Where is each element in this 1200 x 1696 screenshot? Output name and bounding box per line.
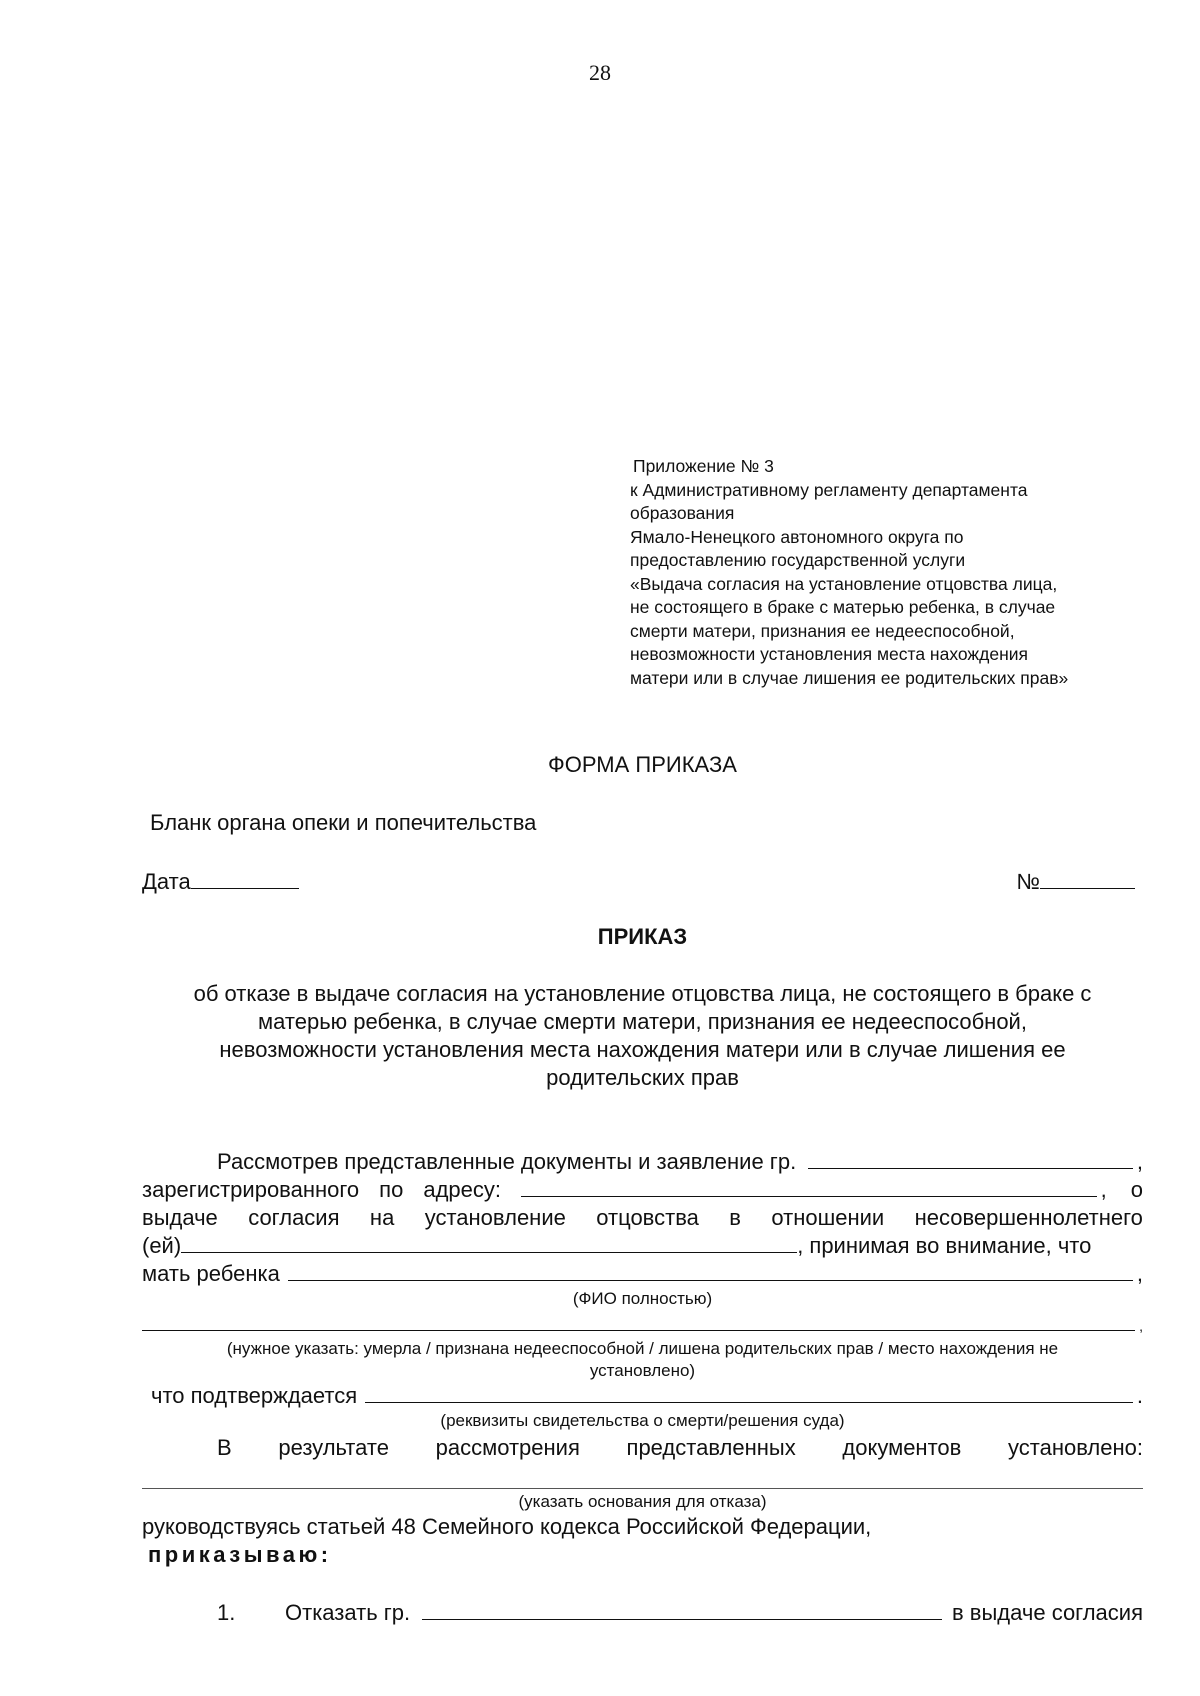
applicant-text: Рассмотрев представленные документы и заявление гр.	[217, 1149, 797, 1174]
body-line-result	[142, 1434, 1143, 1462]
minor-suffix: , принимая во внимание, что	[797, 1233, 1092, 1258]
item-text: Отказать гр.	[285, 1600, 411, 1625]
period: .	[1136, 1383, 1143, 1408]
reason-blank	[142, 1462, 1143, 1489]
order-item-1	[142, 1599, 1143, 1627]
consent-word: в	[729, 1205, 741, 1230]
applicant-blank	[808, 1148, 1133, 1169]
consent-word: отношении	[771, 1205, 885, 1230]
body-line-mother	[142, 1260, 1143, 1288]
date-blank	[191, 868, 299, 889]
consent-word: несовершеннолетнего	[914, 1205, 1143, 1230]
appendix-line: не состоящего в браке с матерью ребенка, в случае	[630, 597, 1056, 617]
caption-status-line: (нужное указать: умерла / признана недееспособной / лишена родительских прав / место нахождения не	[226, 1339, 1059, 1358]
body-line-status	[142, 1310, 1143, 1336]
appendix-block	[630, 455, 1150, 690]
address-blank	[521, 1176, 1097, 1197]
appendix-line: к Административному регламенту департамента	[630, 479, 1028, 500]
blank-label: Бланк органа опеки и попечительства	[150, 810, 537, 835]
date-field	[142, 868, 299, 895]
appendix-line: смерти матери, признания ее недееспособной,	[630, 620, 1015, 641]
article-text: руководствуясь статьей 48 Семейного кодекса Российской Федерации,	[142, 1514, 872, 1539]
appendix-line: образования	[630, 503, 735, 523]
minor-prefix: (ей)	[142, 1233, 182, 1258]
appendix-line: невозможности установления места нахождения	[630, 644, 1028, 664]
body-line-consent	[142, 1204, 1143, 1232]
date-label: Дата	[142, 869, 191, 894]
consent-word: установление	[424, 1205, 566, 1230]
subtitle-line: об отказе в выдаче согласия на установление отцовства лица, не состоящего в браке с	[193, 981, 1092, 1006]
form-title: ФОРМА ПРИКАЗА	[548, 752, 737, 777]
appendix-line: Ямало-Ненецкого автономного округа по	[630, 526, 964, 547]
item-number: 1.	[217, 1600, 236, 1625]
result-word: установлено:	[1008, 1435, 1143, 1460]
caption-fio: (ФИО полностью)	[572, 1289, 713, 1308]
caption-status	[142, 1338, 1143, 1382]
appendix-line: предоставлению государственной услуги	[630, 550, 966, 570]
item-text-end: в выдаче согласия	[952, 1600, 1143, 1625]
mother-text: мать ребенка	[142, 1261, 280, 1286]
order-subtitle	[142, 980, 1143, 1092]
caption-status-line: установлено)	[589, 1361, 696, 1380]
comma: ,	[1136, 1149, 1143, 1174]
body-line-applicant	[142, 1148, 1143, 1176]
number-blank	[1040, 868, 1135, 889]
order-body	[142, 1148, 1143, 1627]
address-word: о	[1130, 1177, 1143, 1202]
body-line-address	[142, 1176, 1143, 1204]
status-blank	[142, 1310, 1135, 1331]
item-blank	[422, 1599, 942, 1620]
orders-word: приказываю:	[148, 1542, 332, 1567]
appendix-line: матери или в случае лишения ее родительских прав»	[630, 667, 1069, 688]
minor-blank	[181, 1232, 797, 1253]
caption-reason: (указать основания для отказа)	[518, 1492, 767, 1511]
order-title: ПРИКАЗ	[597, 924, 688, 949]
subtitle-line: невозможности установления места нахождения матери или в случае лишения ее	[219, 1037, 1066, 1062]
consent-word: отцовства	[596, 1205, 699, 1230]
result-word: документов	[842, 1435, 962, 1460]
result-word: В	[217, 1435, 232, 1460]
number-label: №	[1016, 869, 1040, 894]
body-line-confirmed	[142, 1382, 1143, 1410]
appendix-line: Приложение № 3	[633, 456, 774, 476]
comma: ,	[1136, 1261, 1143, 1286]
page-number: 28	[589, 60, 611, 85]
consent-word: выдаче	[142, 1205, 218, 1230]
subtitle-line: родительских прав	[546, 1065, 739, 1090]
mother-blank	[288, 1260, 1133, 1281]
comma: ,	[1139, 1318, 1143, 1334]
address-word: адресу:	[423, 1177, 501, 1202]
address-word: по	[379, 1177, 404, 1202]
comma: ,	[1100, 1177, 1107, 1202]
date-row	[142, 868, 1135, 895]
body-line-article	[142, 1513, 1143, 1541]
body-line-orders	[142, 1541, 1143, 1569]
body-line-minor	[142, 1232, 1143, 1260]
appendix-line: «Выдача согласия на установление отцовства лица,	[630, 573, 1058, 594]
confirmed-text: что подтверждается	[151, 1383, 358, 1408]
consent-word: на	[369, 1205, 395, 1230]
confirmed-blank	[365, 1382, 1133, 1403]
subtitle-line: матерью ребенка, в случае смерти матери, признания ее недееспособной,	[258, 1009, 1027, 1034]
result-word: результате	[278, 1435, 389, 1460]
number-field	[1016, 868, 1135, 895]
result-word: рассмотрения	[435, 1435, 580, 1460]
caption-docs: (реквизиты свидетельства о смерти/решения суда)	[440, 1411, 845, 1430]
consent-word: согласия	[248, 1205, 340, 1230]
address-word: зарегистрированного	[142, 1177, 360, 1202]
result-word: представленных	[626, 1435, 796, 1460]
